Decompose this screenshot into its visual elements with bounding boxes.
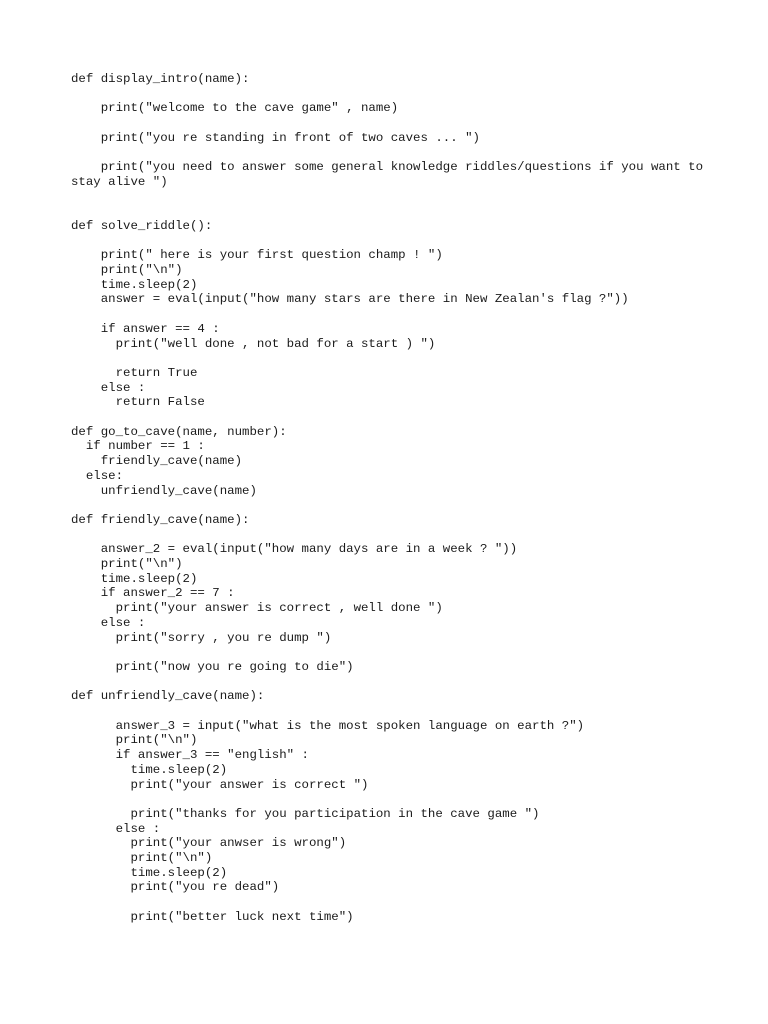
code-line: time.sleep(2)	[71, 277, 198, 292]
code-line: print("you re dead")	[71, 880, 280, 895]
code-line: def friendly_cave(name):	[71, 512, 250, 527]
code-line: print("well done , not bad for a start ) ")	[71, 336, 436, 351]
code-line	[71, 87, 711, 102]
code-line: answer_3 = input("what is the most spoken language on earth ?")	[71, 718, 585, 733]
code-line: return True	[71, 365, 198, 380]
code-line	[71, 675, 711, 690]
code-line: time.sleep(2)	[71, 865, 228, 880]
code-line: def solve_riddle():	[71, 218, 213, 233]
code-line: unfriendly_cave(name)	[71, 483, 257, 498]
code-line	[71, 190, 711, 205]
code-line: print("\n")	[71, 557, 183, 572]
code-line: if answer_3 == "english" :	[71, 748, 309, 763]
code-listing	[71, 72, 711, 925]
code-line	[71, 704, 711, 719]
code-line: def display_intro(name):	[71, 72, 250, 86]
code-line	[71, 528, 711, 543]
code-line	[71, 895, 711, 910]
code-line: print("\n")	[71, 263, 183, 278]
code-line: def go_to_cave(name, number):	[71, 424, 287, 439]
code-line	[71, 204, 711, 219]
code-line	[71, 410, 711, 425]
code-line: else :	[71, 615, 146, 630]
code-line	[71, 351, 711, 366]
code-line: print("thanks for you participation in the cave game ")	[71, 806, 540, 821]
code-line: print("now you re going to die")	[71, 659, 354, 674]
code-line	[71, 145, 711, 160]
code-line: print("\n")	[71, 733, 198, 748]
code-line: if answer == 4 :	[71, 321, 220, 336]
code-line: else :	[71, 821, 161, 836]
code-line: print("your answer is correct , well done ")	[71, 601, 443, 616]
code-line: print(" here is your first question champ ! ")	[71, 248, 443, 263]
code-line: print("\n")	[71, 851, 213, 866]
code-line: time.sleep(2)	[71, 571, 198, 586]
code-line: print("your anwser is wrong")	[71, 836, 347, 851]
code-line: else:	[71, 468, 124, 483]
code-line: print("sorry , you re dump ")	[71, 630, 332, 645]
code-line: answer_2 = eval(input("how many days are in a week ? "))	[71, 542, 518, 557]
code-line: answer = eval(input("how many stars are there in New Zealan's flag ?"))	[71, 292, 629, 307]
code-line	[71, 792, 711, 807]
code-line: time.sleep(2)	[71, 762, 228, 777]
code-line: if number == 1 :	[71, 439, 205, 454]
code-line	[71, 234, 711, 249]
code-line: print("your answer is correct ")	[71, 777, 369, 792]
code-line: return False	[71, 395, 205, 410]
code-line: friendly_cave(name)	[71, 454, 243, 469]
code-line	[71, 307, 711, 322]
code-line	[71, 498, 711, 513]
code-line: print("you re standing in front of two caves ... ")	[71, 130, 480, 145]
code-line: print("better luck next time")	[71, 909, 354, 924]
code-line: if answer_2 == 7 :	[71, 586, 235, 601]
code-line: print("welcome to the cave game" , name)	[71, 101, 399, 116]
code-line	[71, 116, 711, 131]
code-line: print("you need to answer some general knowledge riddles/questions if you want to stay alive ")	[71, 160, 711, 189]
code-line	[71, 645, 711, 660]
code-line: else :	[71, 380, 146, 395]
code-line: def unfriendly_cave(name):	[71, 689, 265, 704]
